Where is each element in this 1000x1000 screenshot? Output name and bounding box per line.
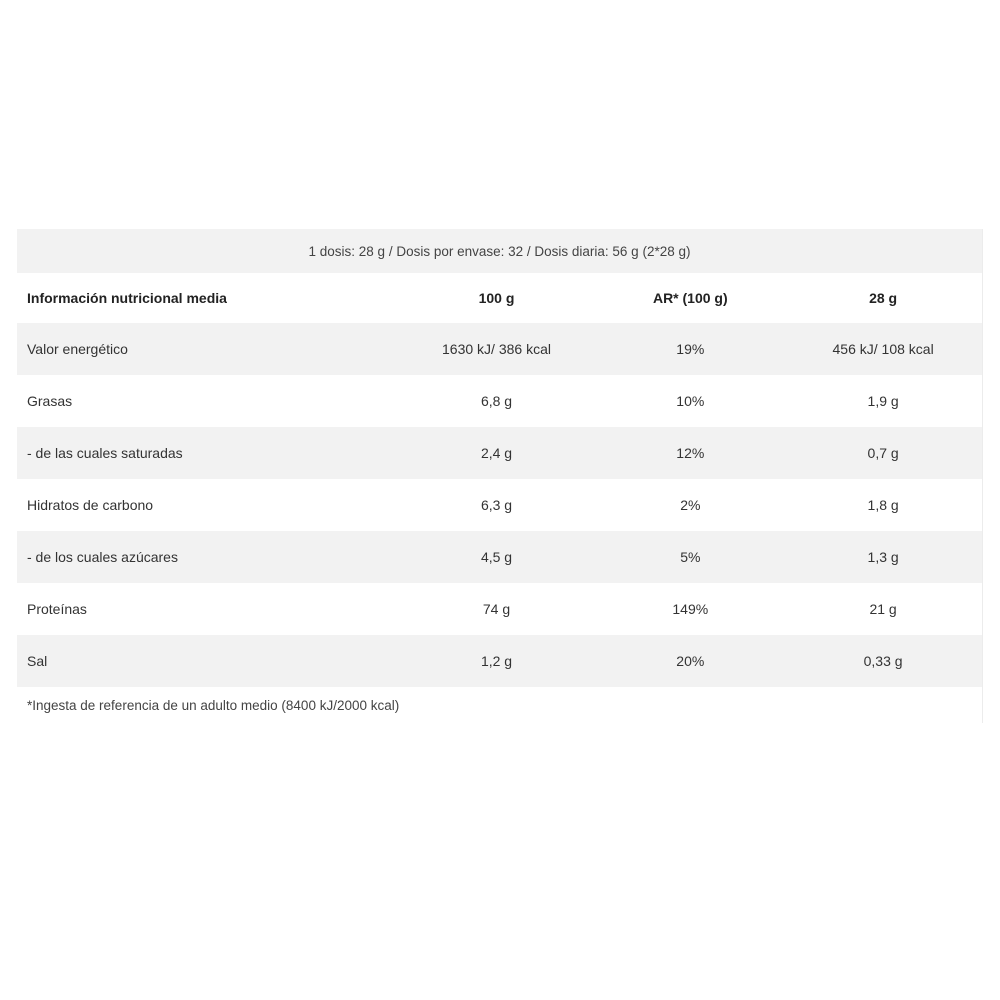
value-per-100g: 6,3 g xyxy=(480,497,513,513)
value-per-28g: 21 g xyxy=(869,601,897,617)
value-reference-intake: 19% xyxy=(676,341,705,357)
value-reference-intake: 10% xyxy=(676,393,705,409)
value-per-28g: 1,9 g xyxy=(867,393,899,409)
header-per-100g: 100 g xyxy=(478,290,515,306)
table-row xyxy=(17,635,982,687)
nutrient-name: Hidratos de carbono xyxy=(27,497,154,513)
table-header-row xyxy=(17,273,982,323)
nutrient-name: - de los cuales azúcares xyxy=(27,549,178,565)
table-row xyxy=(17,375,982,427)
value-per-100g: 2,4 g xyxy=(480,445,513,461)
value-per-100g: 74 g xyxy=(482,601,511,617)
value-reference-intake: 149% xyxy=(672,601,709,617)
header-reference-intake: AR* (100 g) xyxy=(652,290,728,306)
value-per-28g: 456 kJ/ 108 kcal xyxy=(832,341,934,357)
value-per-100g: 6,8 g xyxy=(480,393,513,409)
nutrient-name: Valor energético xyxy=(27,341,128,357)
value-per-100g: 4,5 g xyxy=(480,549,513,565)
value-reference-intake: 12% xyxy=(676,445,705,461)
dose-info-row xyxy=(17,229,982,273)
table-row xyxy=(17,323,982,375)
footnote-row xyxy=(17,687,982,723)
nutrient-name: Proteínas xyxy=(27,601,87,617)
header-nutrient: Información nutricional media xyxy=(27,290,227,306)
value-reference-intake: 2% xyxy=(680,497,701,513)
value-per-100g: 1630 kJ/ 386 kcal xyxy=(442,341,551,357)
value-per-28g: 0,7 g xyxy=(867,445,899,461)
dose-info-text: 1 dosis: 28 g / Dosis por envase: 32 / Dosis diaria: 56 g (2*28 g) xyxy=(308,243,691,259)
nutrient-name: Grasas xyxy=(27,393,73,409)
table-row xyxy=(17,479,982,531)
nutrient-name: - de las cuales saturadas xyxy=(27,445,183,461)
header-per-28g: 28 g xyxy=(869,290,898,306)
value-reference-intake: 5% xyxy=(680,549,701,565)
value-per-28g: 1,3 g xyxy=(867,549,899,565)
footnote-text: *Ingesta de referencia de un adulto medio (8400 kJ/2000 kcal) xyxy=(27,697,400,713)
table-row xyxy=(17,531,982,583)
nutrition-table xyxy=(17,229,983,723)
table-row xyxy=(17,583,982,635)
value-per-100g: 1,2 g xyxy=(480,653,513,669)
value-reference-intake: 20% xyxy=(676,653,705,669)
nutrient-name: Sal xyxy=(27,653,48,669)
value-per-28g: 0,33 g xyxy=(863,653,903,669)
table-row xyxy=(17,427,982,479)
value-per-28g: 1,8 g xyxy=(867,497,899,513)
